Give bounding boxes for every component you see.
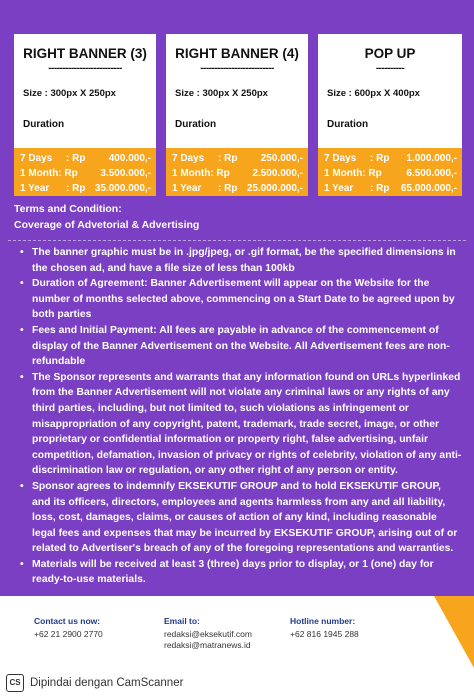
price-table: [166, 148, 308, 196]
terms-item: • Sponsor agrees to indemnify EKSEKUTIF GROUP and to hold EKSEKUTIF GROUP, and its officers, directors, employees and agents harmless from any and all liability, loss, cost, damages, claims, or causes of action of any kind, including reasonable legal fees and expenses that may be incurred by EKSEKUTIF GROUP, arising out of or related to Advertiser's breach of any of the foregoing representations and warranties.: [20, 479, 462, 557]
card-title: RIGHT BANNER (4): [175, 46, 299, 61]
card-size: Size : 600px X 400px: [327, 88, 420, 99]
terms-item: • Fees and Initial Payment: All fees are payable in advance of the commencement of display of the Banner Advertisement on the Website. All Advertisement fees are non-refundable: [20, 323, 462, 370]
price-amount: 250.000,-: [260, 153, 303, 164]
price-currency: : Rp: [218, 183, 238, 194]
price-currency: : Rp: [66, 153, 86, 164]
scanner-watermark: [0, 668, 474, 698]
card-divider: ----------: [375, 63, 405, 74]
price-row-1-month: [172, 166, 303, 181]
contact-phone: +62 21 2900 2770: [34, 629, 103, 639]
card-size: Size : 300px X 250px: [23, 88, 116, 99]
price-period: 7 Days: [324, 153, 357, 164]
price-amount: 3.500.000,-: [100, 168, 151, 179]
terms-subheading: Coverage of Advetorial & Advertising: [14, 219, 200, 231]
price-row-7-days: [20, 151, 151, 166]
terms-list: [20, 245, 462, 588]
price-period: 7 Days: [20, 153, 53, 164]
price-row-1-month: [324, 166, 457, 181]
price-table: [318, 148, 462, 196]
price-amount: 35.000.000,-: [94, 183, 151, 194]
card-duration-label: Duration: [327, 119, 369, 130]
price-period: 1 Year: [172, 183, 202, 194]
email-address: redaksi@eksekutif.com: [164, 629, 252, 639]
terms-header: [14, 201, 199, 233]
card-duration-label: Duration: [175, 119, 217, 130]
price-amount: 1.000.000,-: [406, 153, 457, 164]
card-pop-up: [318, 34, 462, 196]
price-period: 1 Month: Rp: [20, 168, 78, 179]
terms-item: • Duration of Agreement: Banner Advertisement will appear on the Website for the number of months selected above, commencing on a Start Date to be agreed upon by both parties: [20, 276, 462, 323]
hotline-heading: Hotline number:: [290, 616, 356, 626]
price-currency: : Rp: [370, 183, 390, 194]
camscanner-logo-icon: CS: [6, 674, 24, 692]
price-amount: 400.000,-: [108, 153, 151, 164]
price-amount: 65.000.000,-: [400, 183, 457, 194]
card-divider: --------------------------: [200, 63, 274, 74]
card-divider: --------------------------: [48, 63, 122, 74]
price-amount: 25.000.000,-: [246, 183, 303, 194]
contact-footer: [0, 596, 474, 668]
section-divider: [8, 240, 466, 241]
price-table: [14, 148, 156, 196]
price-row-1-month: [20, 166, 151, 181]
terms-heading: Terms and Condition:: [14, 203, 122, 215]
price-period: 1 Year: [20, 183, 50, 194]
price-period: 1 Year: [324, 183, 354, 194]
price-amount: 2.500.000,-: [252, 168, 303, 179]
email-address: redaksi@matranews.id: [164, 640, 251, 650]
price-currency: : Rp: [66, 183, 86, 194]
card-title: POP UP: [364, 46, 416, 61]
price-currency: : Rp: [218, 153, 238, 164]
contact-column: [34, 616, 103, 640]
card-duration-label: Duration: [23, 119, 65, 130]
terms-item: • Materials will be received at least 3 (three) days prior to display, or 1 (one) day for ready-to-use materials.: [20, 557, 462, 588]
email-heading: Email to:: [164, 616, 200, 626]
terms-item: • The banner graphic must be in .jpg/jpeg, or .gif format, be the specified dimensions in the chosen ad, and have a file size of less than 100kb: [20, 245, 462, 276]
hotline-column: [290, 616, 359, 640]
email-column: [164, 616, 252, 651]
card-right-banner-3: [14, 34, 156, 196]
price-row-1-year: [172, 181, 303, 196]
scanner-text: Dipindai dengan CamScanner: [30, 677, 184, 689]
price-row-1-year: [20, 181, 151, 196]
terms-item: • The Sponsor represents and warrants that any information found on URLs hyperlinked from the Banner Advertisement will not violate any criminal laws or any rights of any third parties, including, but not limited to, such violations as infringement or misappropriation of any copyright, patent, trademark, trade secret, image, or other proprietary or confidential information or property right, false advertising, unfair competition, defamation, invasion of privacy or rights of celebrity, violation of any anti-discrimination law or regulation, or any other right of any person or entity.: [20, 370, 462, 479]
pricing-cards: [14, 34, 462, 196]
price-amount: 6.500.000,-: [406, 168, 457, 179]
footer-accent-shape: [434, 596, 474, 668]
price-row-1-year: [324, 181, 457, 196]
price-period: 1 Month: Rp: [172, 168, 230, 179]
price-currency: : Rp: [370, 153, 390, 164]
price-row-7-days: [324, 151, 457, 166]
price-period: 7 Days: [172, 153, 205, 164]
card-title: RIGHT BANNER (3): [23, 46, 147, 61]
hotline-number: +62 816 1945 288: [290, 629, 359, 639]
card-size: Size : 300px X 250px: [175, 88, 268, 99]
contact-heading: Contact us now:: [34, 616, 101, 626]
price-row-7-days: [172, 151, 303, 166]
price-period: 1 Month: Rp: [324, 168, 382, 179]
card-right-banner-4: [166, 34, 308, 196]
